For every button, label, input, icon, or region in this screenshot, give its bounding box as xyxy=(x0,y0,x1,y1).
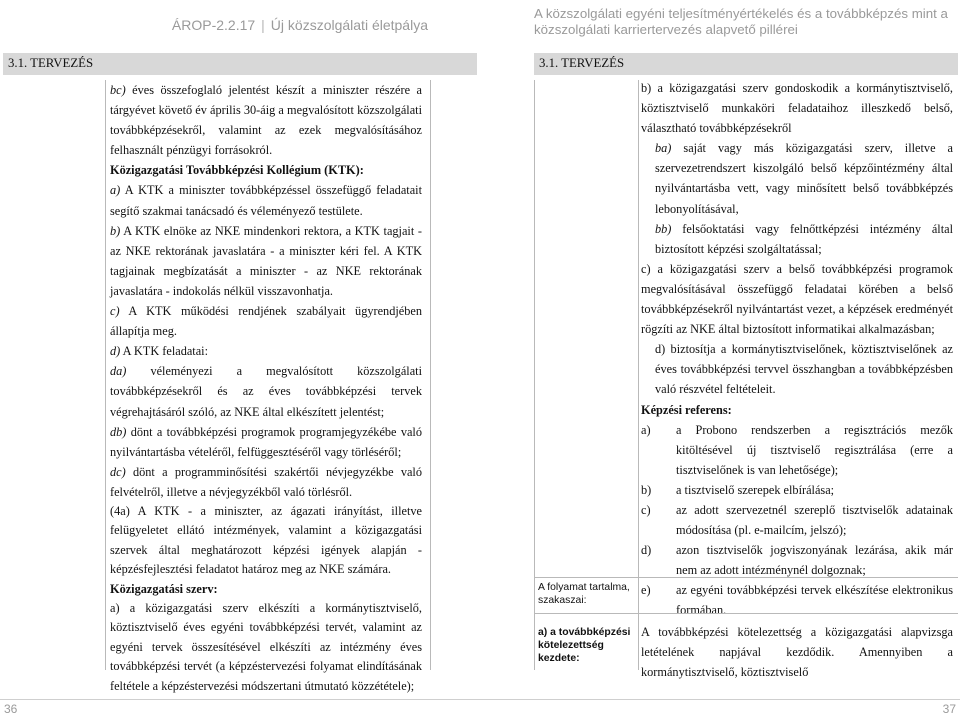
left-table-border-right xyxy=(430,80,431,670)
left-page-number: 36 xyxy=(4,702,18,715)
paragraph-db: db) dönt a továbbképzési programok programjegyzékébe való nyilvántartásba vételéről, felfüggesztéséről vagy törléséről; xyxy=(110,424,422,459)
right-table-border-left xyxy=(534,80,535,670)
paragraph-dc: dc) dönt a programminősítési szakértői névjegyzékbe való felvételről, illetve a névjegyzékből való törlésről. xyxy=(110,464,422,499)
paragraph-da: da) véleményezi a megvalósított közszolgálati továbbképzésekről és az éves továbbképzési tervek végrehajtásáról szóló, az NKE által elkészített jelentést; xyxy=(110,364,422,419)
kepzesi-referens-list xyxy=(641,420,953,621)
section-title: 3.1. TERVEZÉS xyxy=(539,56,625,70)
paragraph-bc: bc) éves összefoglaló jelentést készít a miniszter részére a tárgyévet követő év április 30-áig a megvalósított közszolgálati továbbképzésekről, valamint az ezek megvalósításához felhasznált pénzügyi forrásokról. xyxy=(110,83,422,158)
kozigazgatasi-szerv-heading: Közigazgatási szerv: xyxy=(110,581,218,596)
start-label: a) a továbbképzési kötelezettség kezdete: xyxy=(538,627,631,664)
start-paragraph: A továbbképzési kötelezettség a közigazgatási alapvizsga letételének napjával kezdődik. Amennyiben a kormánytisztviselő, köztisztviselő xyxy=(641,625,953,680)
paragraph-ktk-c: c) A KTK működési rendjének szabályait ügyrendjében állapítja meg. xyxy=(110,304,422,339)
left-page-header xyxy=(0,0,480,44)
left-page-body xyxy=(110,80,422,696)
ktk-heading: Közigazgatási Továbbképzési Kollégium (KTK): xyxy=(110,163,364,178)
right-page-number: 37 xyxy=(942,702,956,715)
paragraph-d: d) biztosítja a kormánytisztviselőnek, köztisztviselőnek az éves továbbképzési tervvel összhangban a továbbképzésben való részvétel feltételeit. xyxy=(655,342,953,397)
program-title: Új közszolgálati életpálya xyxy=(270,17,428,33)
paragraph-ktk-d: d) A KTK feladatai: xyxy=(110,344,209,359)
table-row-divider xyxy=(534,613,958,614)
right-section-bar xyxy=(534,53,958,75)
process-label: A folyamat tartalma, szakaszai: xyxy=(538,582,630,606)
paragraph-bb: bb) felsőoktatási vagy felnőttképzési intézmény által biztosított képzési szolgáltatással; xyxy=(655,221,953,256)
right-page-header xyxy=(534,0,954,44)
paragraph-ktk-b: b) A KTK elnöke az NKE mindenkori rektora, a KTK tagjait - az NKE rektorának javaslatára - a miniszter kéri fel. A KTK tagjainak megbízatását a miniszter - az NKE rektorának javaslatára - indokolás nélkül visszavonhatja. xyxy=(110,223,422,298)
paragraph-4a: (4a) A KTK - a miniszter, az ágazati irányítást, illetve felügyeletet ellátó intézmények, valamint a közigazgatási szervek által meghatározott képzési igények alapján - képzésfejlesztési feladatot határoz meg az NKE számára. xyxy=(110,503,422,577)
right-page-body xyxy=(641,78,953,621)
list-item: d) azon tisztviselők jogviszonyának lezárása, akik már nem az adott intézménynél dolgoznak; xyxy=(641,543,953,578)
section-title: 3.1. TERVEZÉS xyxy=(8,56,94,70)
paragraph-b: b) a közigazgatási szerv gondoskodik a kormánytisztviselő, köztisztviselő munkaköri feladataihoz illeszkedő belső, választható továbbképzésekről xyxy=(641,81,953,136)
program-code: ÁROP-2.2.17 xyxy=(171,17,256,33)
list-item: c) az adott szervezetnél szereplő tisztviselők adatainak módosítása (pl. e-mailcím, jelszó); xyxy=(641,502,953,538)
header-separator: | xyxy=(261,17,265,33)
table-row-divider xyxy=(534,577,958,578)
left-table-border-left xyxy=(105,80,106,670)
kepzesi-referens-heading: Képzési referens: xyxy=(641,402,732,417)
paragraph-ba: ba) saját vagy más közigazgatási szerv, illetve a szervezetrendszert kiszolgáló belső képzőintézmény által nyilvántartásba vett, vagy minősített belső továbbképzés lebonyolításával, xyxy=(655,141,953,216)
header-title-line-2: közszolgálati karriertervezés alapvető pillérei xyxy=(534,22,798,37)
header-title-line-1: A közszolgálati egyéni teljesítményértékelés és a továbbképzés mint a xyxy=(534,6,948,21)
paragraph-ktk-a: a) A KTK a miniszter továbbképzéssel összefüggő feladatait segítő szakmai tanácsadó és véleményező testülete. xyxy=(110,183,422,218)
footer-line xyxy=(0,699,960,700)
paragraph-szerv-a: a) a közigazgatási szerv elkészíti a kormánytisztviselő, köztisztviselő éves egyéni továbbképzési tervét, valamint az egyéni tervek összesítésével elkészíti az intézmény éves továbbképzési tervét (a képzéstervezési folyamat elindításának feltétele a képzéstervezési módszertani útmutató közzététele); xyxy=(110,601,422,693)
paragraph-c: c) a közigazgatási szerv a belső továbbképzési programok megvalósításával összefüggő feladatai körében a belső továbbképzésekről nyilvántartást vezet, a képzések eredményét rögzíti az NKE által biztosított informatikai alkalmazásban; xyxy=(641,261,953,337)
list-item: a) a Probono rendszerben a regisztrációs mezők kitöltésével új tisztviselő regisztrálása (erre a tisztviselőnek is van lehetősége); xyxy=(641,422,953,477)
list-item: b) a tisztviselő szerepek elbírálása; xyxy=(641,482,835,497)
right-table-column-divider xyxy=(638,80,639,670)
list-item: e) az egyéni továbbképzési tervek elkészítése elektronikus formában. xyxy=(641,583,953,618)
left-section-bar xyxy=(3,53,477,75)
